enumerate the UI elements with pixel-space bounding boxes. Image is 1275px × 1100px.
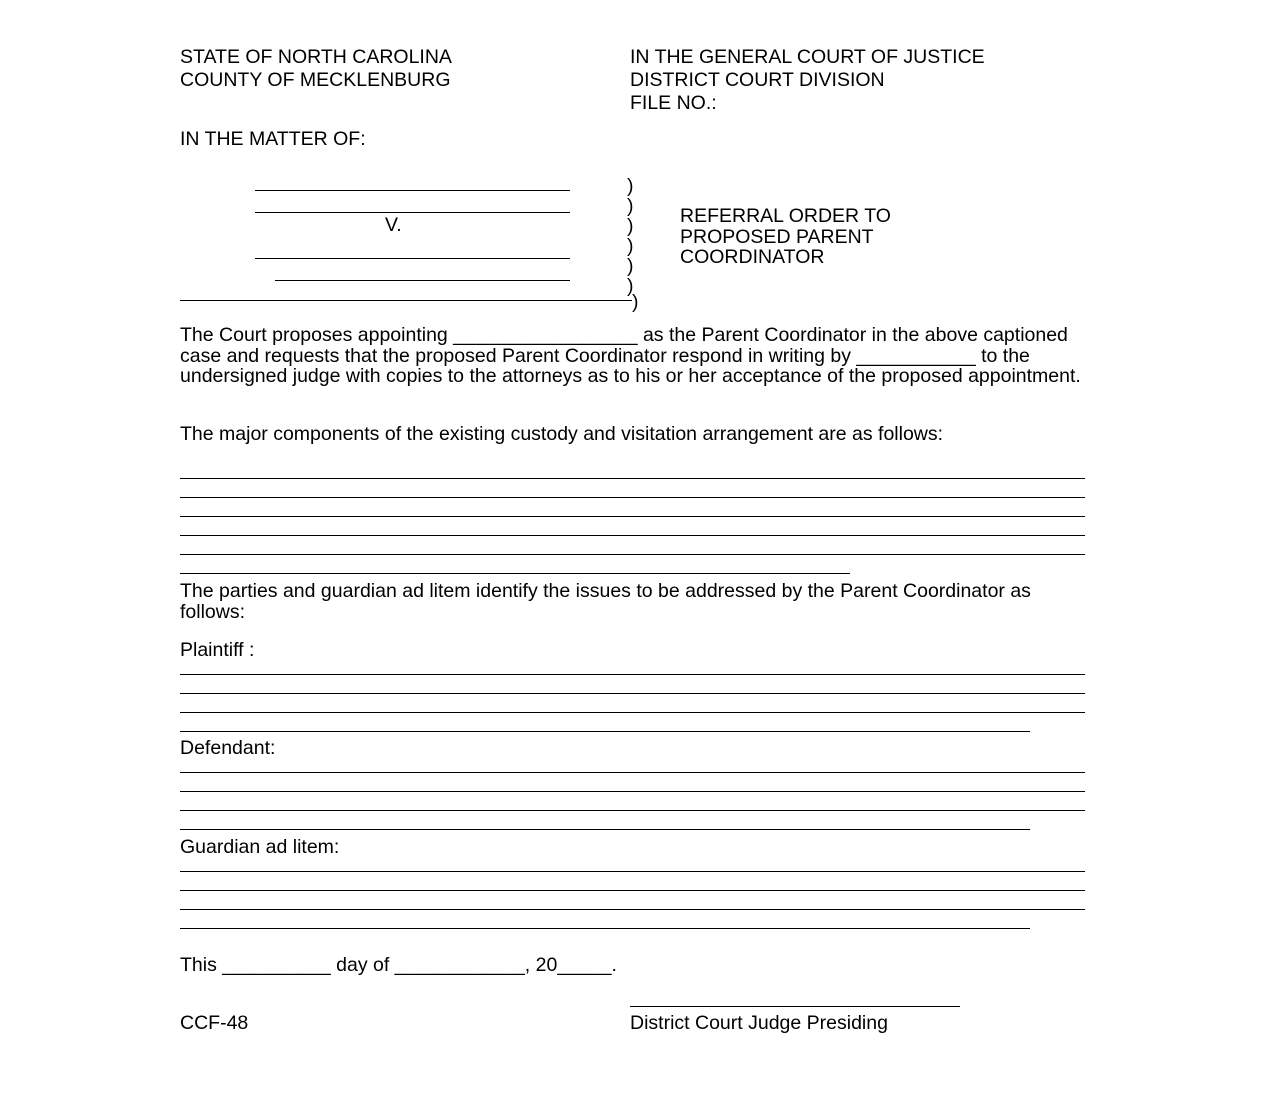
gal-write-line-3[interactable]	[180, 909, 1085, 910]
header-left-column	[180, 46, 630, 115]
caption-paren-2: )	[627, 195, 634, 217]
order-title-line-2: PROPOSED PARENT	[680, 225, 874, 248]
date-line[interactable]: This __________ day of ____________, 20_____.	[180, 954, 617, 976]
caption-paren-5: )	[627, 255, 634, 277]
party-line-1[interactable]	[255, 190, 570, 191]
components-write-line-2[interactable]	[180, 497, 1085, 498]
defendant-write-line-2[interactable]	[180, 791, 1085, 792]
components-paragraph-text: The major components of the existing custody and visitation arrangement are as follows:	[180, 423, 944, 445]
defendant-write-line-4[interactable]	[180, 829, 1030, 830]
defendant-label: Defendant:	[180, 737, 276, 759]
party-line-4[interactable]	[275, 280, 570, 281]
gal-write-line-2[interactable]	[180, 890, 1085, 891]
plaintiff-write-line-1[interactable]	[180, 674, 1085, 675]
components-write-line-1[interactable]	[180, 478, 1085, 479]
state-line: STATE OF NORTH CAROLINA	[180, 46, 452, 68]
components-write-line-4[interactable]	[180, 535, 1085, 536]
proposal-paragraph	[180, 325, 1085, 387]
caption-paren-3: )	[627, 215, 634, 237]
file-number-line: FILE NO.:	[630, 92, 717, 114]
components-paragraph	[180, 424, 1085, 445]
plaintiff-write-line-2[interactable]	[180, 693, 1085, 694]
order-title-line-1: REFERRAL ORDER TO	[680, 205, 891, 227]
caption-paren-7: )	[632, 291, 639, 313]
signature-label: District Court Judge Presiding	[630, 1012, 888, 1034]
caption-paren-4: )	[627, 235, 634, 257]
issues-paragraph-text: The parties and guardian ad litem identify the issues to be addressed by the Parent Coordinator as follows:	[180, 580, 1037, 623]
proposal-paragraph-text: The Court proposes appointing _________________ as the Parent Coordinator in the above captioned case and requests that the proposed Parent Coordinator respond in writing by ___________ to the undersigned judge with copies to the attorneys as to his or her acceptance of the proposed appointment.	[180, 324, 1081, 387]
defendant-write-line-3[interactable]	[180, 810, 1085, 811]
plaintiff-write-line-3[interactable]	[180, 712, 1085, 713]
signature-line[interactable]	[630, 1006, 960, 1007]
components-write-line-3[interactable]	[180, 516, 1085, 517]
gal-write-line-4[interactable]	[180, 928, 1030, 929]
guardian-ad-litem-label: Guardian ad litem:	[180, 836, 340, 858]
order-title	[680, 206, 891, 268]
party-line-3[interactable]	[255, 258, 570, 259]
components-write-line-5[interactable]	[180, 554, 1085, 555]
plaintiff-write-line-4[interactable]	[180, 731, 1030, 732]
party-line-2[interactable]	[255, 212, 570, 213]
caption-paren-6: )	[627, 275, 634, 297]
party-line-5[interactable]	[180, 300, 632, 301]
plaintiff-label: Plaintiff :	[180, 639, 255, 661]
form-number: CCF-48	[180, 1012, 249, 1034]
case-caption-block	[180, 168, 1100, 313]
order-title-line-3: COORDINATOR	[680, 246, 825, 268]
versus-label: V.	[385, 214, 402, 236]
court-line: IN THE GENERAL COURT OF JUSTICE	[630, 46, 985, 68]
issues-paragraph	[180, 581, 1085, 622]
components-write-line-6[interactable]	[180, 573, 850, 574]
county-line: COUNTY OF MECKLENBURG	[180, 69, 451, 91]
gal-write-line-1[interactable]	[180, 871, 1085, 872]
matter-of-label: IN THE MATTER OF:	[180, 128, 366, 150]
division-line: DISTRICT COURT DIVISION	[630, 69, 885, 91]
document-header	[180, 46, 1180, 115]
header-right-column	[630, 46, 1180, 115]
caption-paren-1: )	[627, 175, 634, 197]
defendant-write-line-1[interactable]	[180, 772, 1085, 773]
